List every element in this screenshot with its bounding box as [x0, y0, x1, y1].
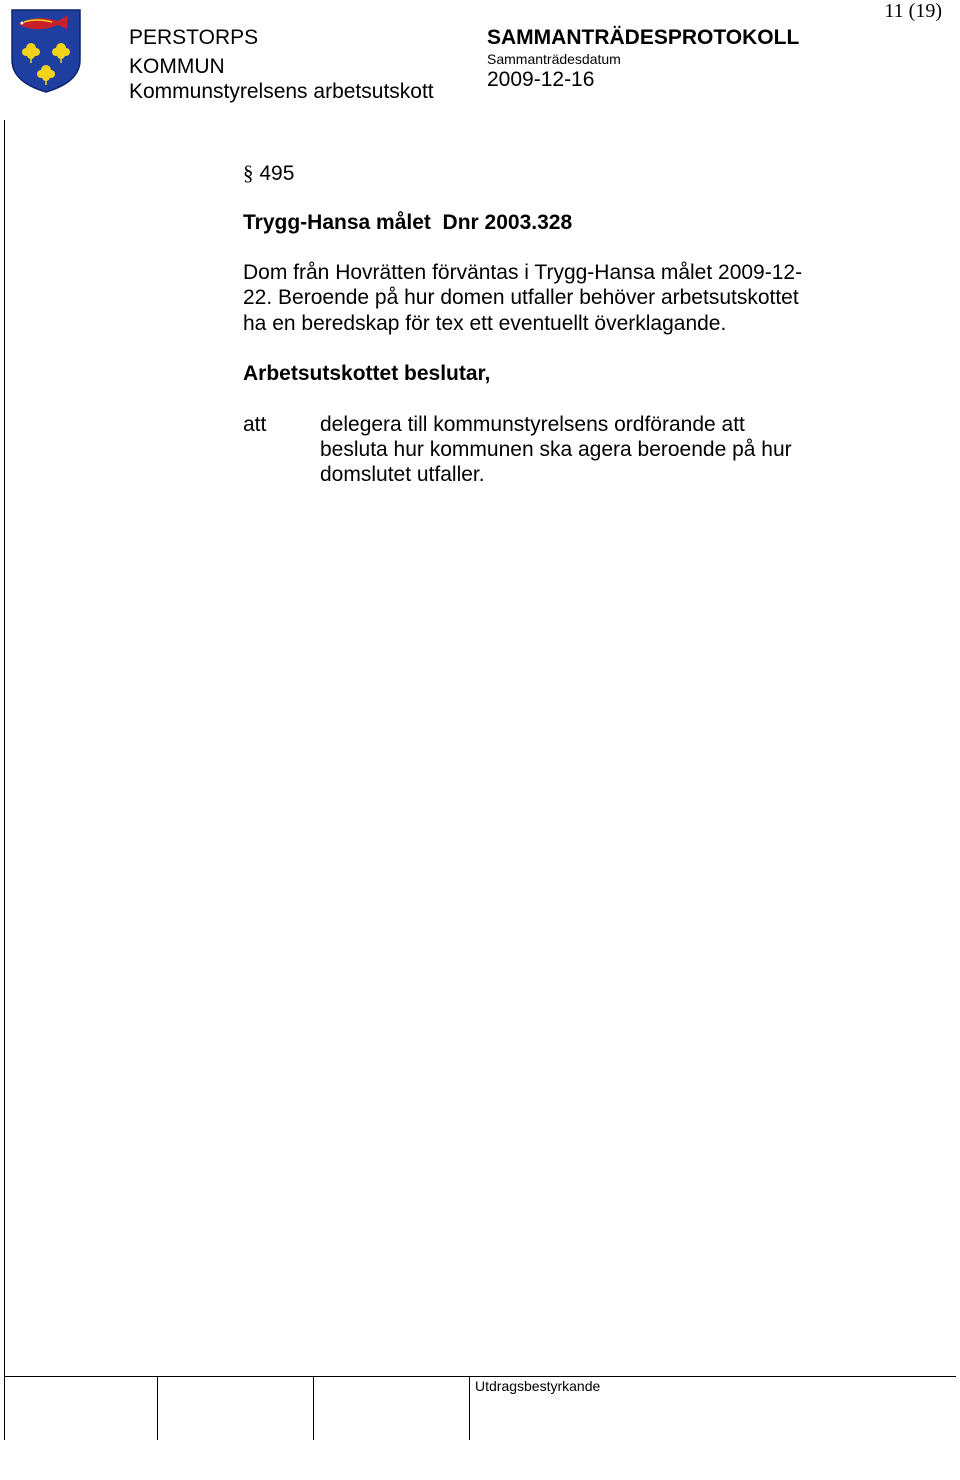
decision-line: besluta hur kommunen ska agera beroende på hur: [320, 438, 792, 461]
date-label: Sammanträdesdatum: [487, 51, 621, 67]
footer-divider: [469, 1376, 470, 1440]
decision-line: delegera till kommunstyrelsens ordförande att: [320, 413, 745, 436]
section-symbol: §: [243, 161, 254, 185]
section-number: [243, 161, 294, 186]
paragraph-line: ha en beredskap för tex ett eventuellt överklagande.: [243, 312, 727, 335]
document-type: SAMMANTRÄDESPROTOKOLL: [487, 26, 800, 49]
meeting-date: 2009-12-16: [487, 68, 595, 91]
decision-heading: Arbetsutskottet beslutar,: [243, 362, 491, 385]
case-title: Trygg-Hansa målet Dnr 2003.328: [243, 211, 573, 234]
signature-label: Utdragsbestyrkande: [475, 1378, 601, 1394]
footer-divider: [313, 1376, 314, 1440]
footer-rule: [4, 1376, 956, 1377]
org-name-line-2: KOMMUN: [129, 55, 225, 78]
decision-line: domslutet utfaller.: [320, 463, 485, 486]
section-number-value: 495: [259, 162, 295, 185]
org-body: Kommunstyrelsens arbetsutskott: [129, 80, 434, 103]
decision-label: att: [243, 413, 267, 436]
paragraph-line: Dom från Hovrätten förväntas i Trygg-Hansa målet 2009-12-: [243, 261, 803, 284]
municipal-coat-of-arms-icon: [10, 8, 82, 94]
footer-divider: [157, 1376, 158, 1440]
page-number: 11 (19): [884, 0, 942, 22]
paragraph-line: 22. Beroende på hur domen utfaller behöver arbetsutskottet: [243, 286, 799, 309]
left-margin-rule: [4, 120, 5, 1440]
org-name: PERSTORPS: [129, 26, 259, 49]
